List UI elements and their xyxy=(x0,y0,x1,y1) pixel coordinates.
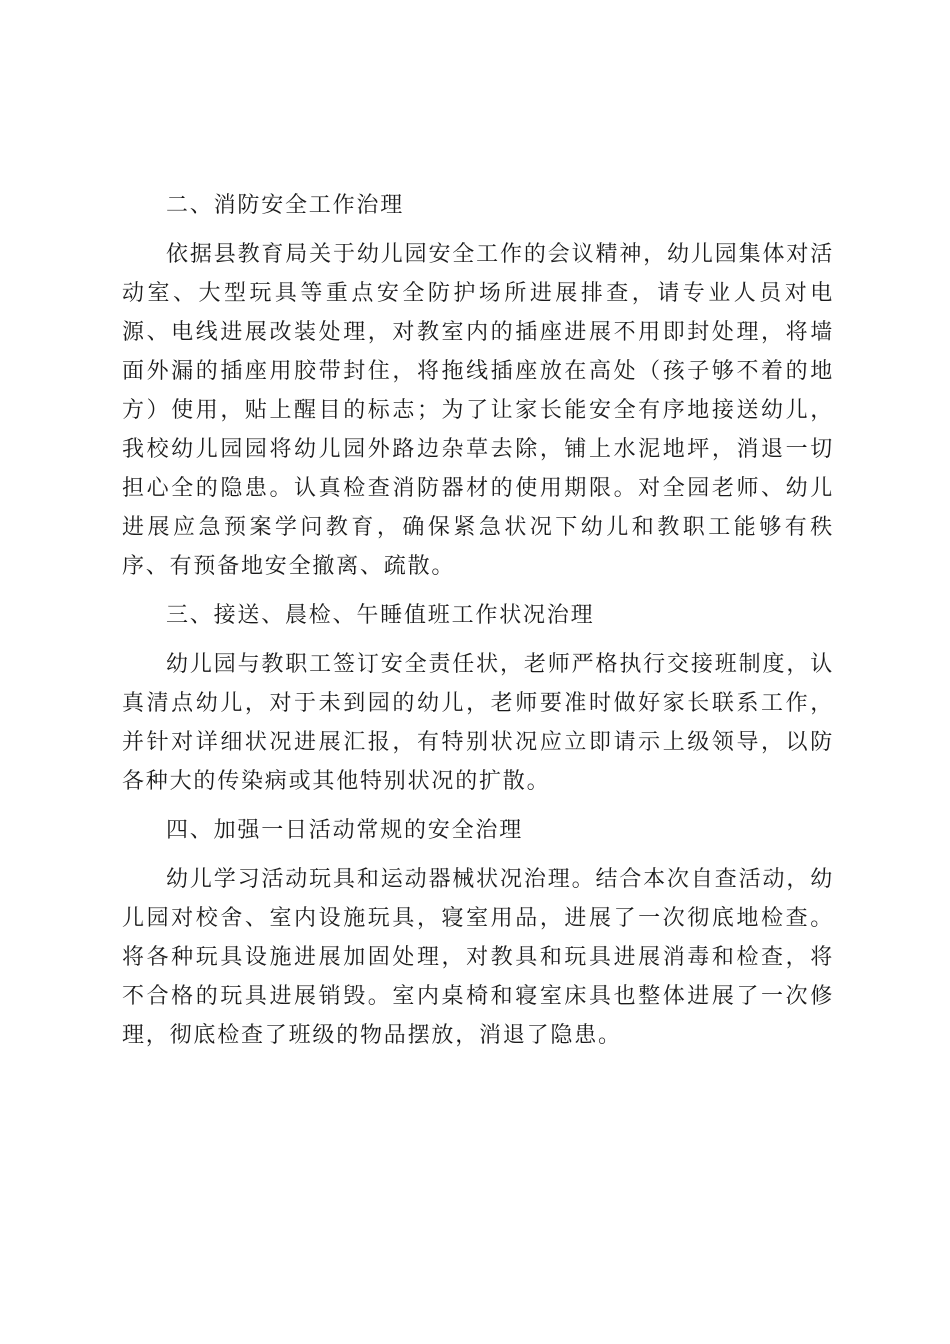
section-heading-fire-safety: 二、消防安全工作治理 xyxy=(166,193,405,218)
section-heading-pickup-checks: 三、接送、晨检、午睡值班工作状况治理 xyxy=(166,603,595,628)
section-heading-daily-activities: 四、加强一日活动常规的安全治理 xyxy=(166,818,524,843)
section-paragraph-daily-activities: 幼儿学习活动玩具和运动器械状况治理。结合本次自查活动，幼儿园对校舍、室内设施玩具，寝室用品，进展了一次彻底地检查。将各种玩具设施进展加固处理，对教具和玩具进展消毒和检查，将不合格的玩具进展销毁。室内桌椅和寝室床具也整体进展了一次修理，彻底检查了班级的物品摆放，消退了隐患。 xyxy=(122,867,834,1048)
section-paragraph-pickup-checks: 幼儿园与教职工签订安全责任状，老师严格执行交接班制度，认真清点幼儿，对于未到园的幼儿，老师要准时做好家长联系工作，并针对详细状况进展汇报，有特别状况应立即请示上级领导，以防各种大的传染病或其他特别状况的扩散。 xyxy=(122,652,834,794)
document-body xyxy=(122,186,834,1065)
section-paragraph-fire-safety: 依据县教育局关于幼儿园安全工作的会议精神，幼儿园集体对活动室、大型玩具等重点安全防护场所进展排查，请专业人员对电源、电线进展改装处理，对教室内的插座进展不用即封处理，将墙面外漏的插座用胶带封住，将拖线插座放在高处（孩子够不着的地方）使用，贴上醒目的标志；为了让家长能安全有序地接送幼儿，我校幼儿园园将幼儿园外路边杂草去除，铺上水泥地坪，消退一切担心全的隐患。认真检查消防器材的使用期限。对全园老师、幼儿进展应急预案学问教育，确保紧急状况下幼儿和教职工能够有秩序、有预备地安全撤离、疏散。 xyxy=(122,242,834,579)
